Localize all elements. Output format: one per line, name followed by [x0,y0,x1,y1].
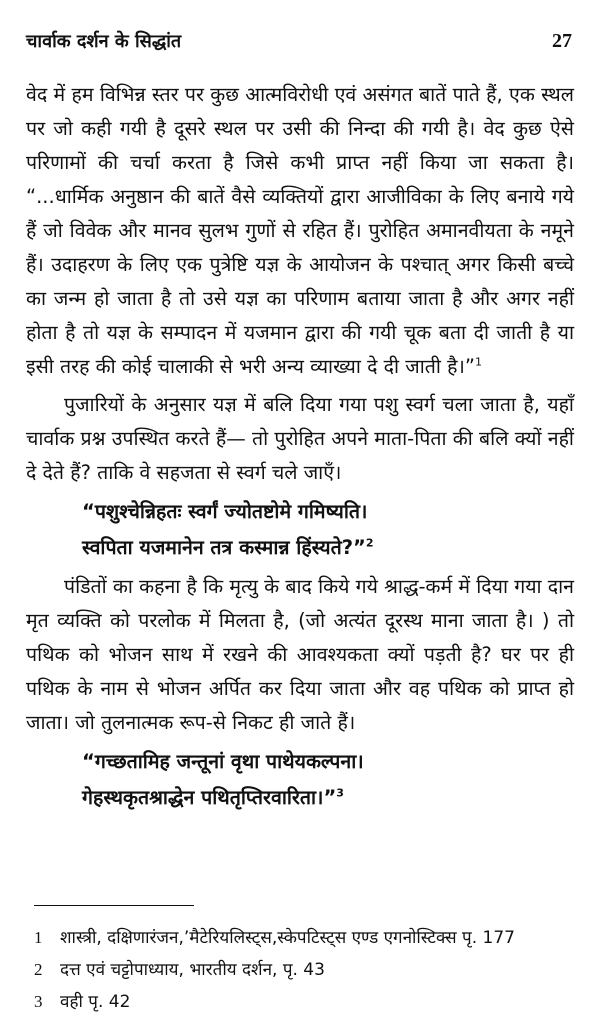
verse-1-line-2-text: स्वपिता यजमानेन तत्र कस्मान्न हिंस्यते?” [82,536,366,559]
footnote-divider [34,905,194,906]
verse-1-line-2 [82,530,574,566]
footnote-ref-2: 2 [365,536,374,550]
verse-2-line-2-text: गेहस्थकृतश्राद्धेन पथितृप्तिरवारिता।” [82,786,337,809]
page-header [26,26,572,56]
footnotes [34,922,574,1018]
footnote-2 [34,954,574,986]
paragraph-1 [26,78,574,384]
footnote-ref-1: 1 [474,355,482,369]
footnote-ref-3: 3 [336,786,344,800]
page-number: 27 [552,29,572,52]
footnote-number: 3 [34,992,43,1011]
footnote-3 [34,986,574,1018]
running-title: चार्वाक दर्शन के सिद्धांत [26,31,182,52]
paragraph-2: पुजारियों के अनुसार यज्ञ में बलि दिया गया पशु स्वर्ग चला जाता है, यहाँ चार्वाक प्रश्न उपस्थित करते हैं— तो पुरोहित अपने माता-पिता की बलि क्यों नहीं दे देते हैं? ताकि वे सहजता से स्वर्ग चले जाएँ। [26,393,574,484]
verse-2-line-2 [82,780,574,816]
page-body [26,78,574,816]
footnote-number: 2 [34,960,43,979]
verse-2 [26,744,574,816]
footnote-text: दत्त एवं चट्टोपाध्याय, भारतीय दर्शन, पृ. 43 [60,960,325,980]
footnote-number: 1 [34,928,43,947]
verse-1 [26,494,574,566]
footnote-text: शास्त्री, दक्षिणारंजन,’मैटेरियलिस्ट्स,स्केपटिस्ट्स एण्ड एगनोस्टिक्स पृ. 177 [60,928,515,948]
verse-1-line-1: “पशुश्चेन्निहतः स्वर्गं ज्योतष्टोमे गमिष्यति। [82,500,368,523]
footnote-1 [34,922,574,954]
footnote-text: वही पृ. 42 [60,992,131,1012]
paragraph-1-text: वेद में हम विभिन्न स्तर पर कुछ आत्मविरोधी एवं असंगत बातें पाते हैं, एक स्थल पर जो कही गयी है दूसरे स्थल पर उसी की निन्दा की गयी है। वेद कुछ ऐसे परिणामों की चर्चा करता है जिसे कभी प्राप्त नहीं किया जा सकता है। “...धार्मिक अनुष्ठान की बातें वैसे व्यक्तियों द्वारा आजीविका के लिए बनाये गये हैं जो विवेक और मानव सुलभ गुणों से रहित हैं। पुरोहित अमानवीयता के नमूने हैं। उदाहरण के लिए एक पुत्रेष्टि यज्ञ के आयोजन के पश्चात् अगर किसी बच्चे का जन्म हो जाता है तो उसे यज्ञ का परिणाम बताया जाता है और अगर नहीं होता है तो यज्ञ के सम्पादन में यजमान द्वारा की गयी चूक बता दी जाती है या इसी तरह की कोई चालाकी से भरी अन्य व्याख्या दे दी जाती है।” [26,83,574,378]
verse-2-line-1: “गच्छतामिह जन्तूनां वृथा पाथेयकल्पना। [82,750,364,773]
paragraph-3: पंडितों का कहना है कि मृत्यु के बाद किये गये श्राद्ध-कर्म में दिया गया दान मृत व्यक्ति को परलोक में मिलता है, (जो अत्यंत दूरस्थ माना जाता है। ) तो पथिक को भोजन साथ में रखने की आवश्यकता क्यों पड़ती है? घर पर ही पथिक के नाम से भोजन अर्पित कर दिया जाता और वह पथिक को प्राप्त हो जाता। जो तुलनात्मक रूप-से निकट ही जाते हैं। [26,575,574,734]
